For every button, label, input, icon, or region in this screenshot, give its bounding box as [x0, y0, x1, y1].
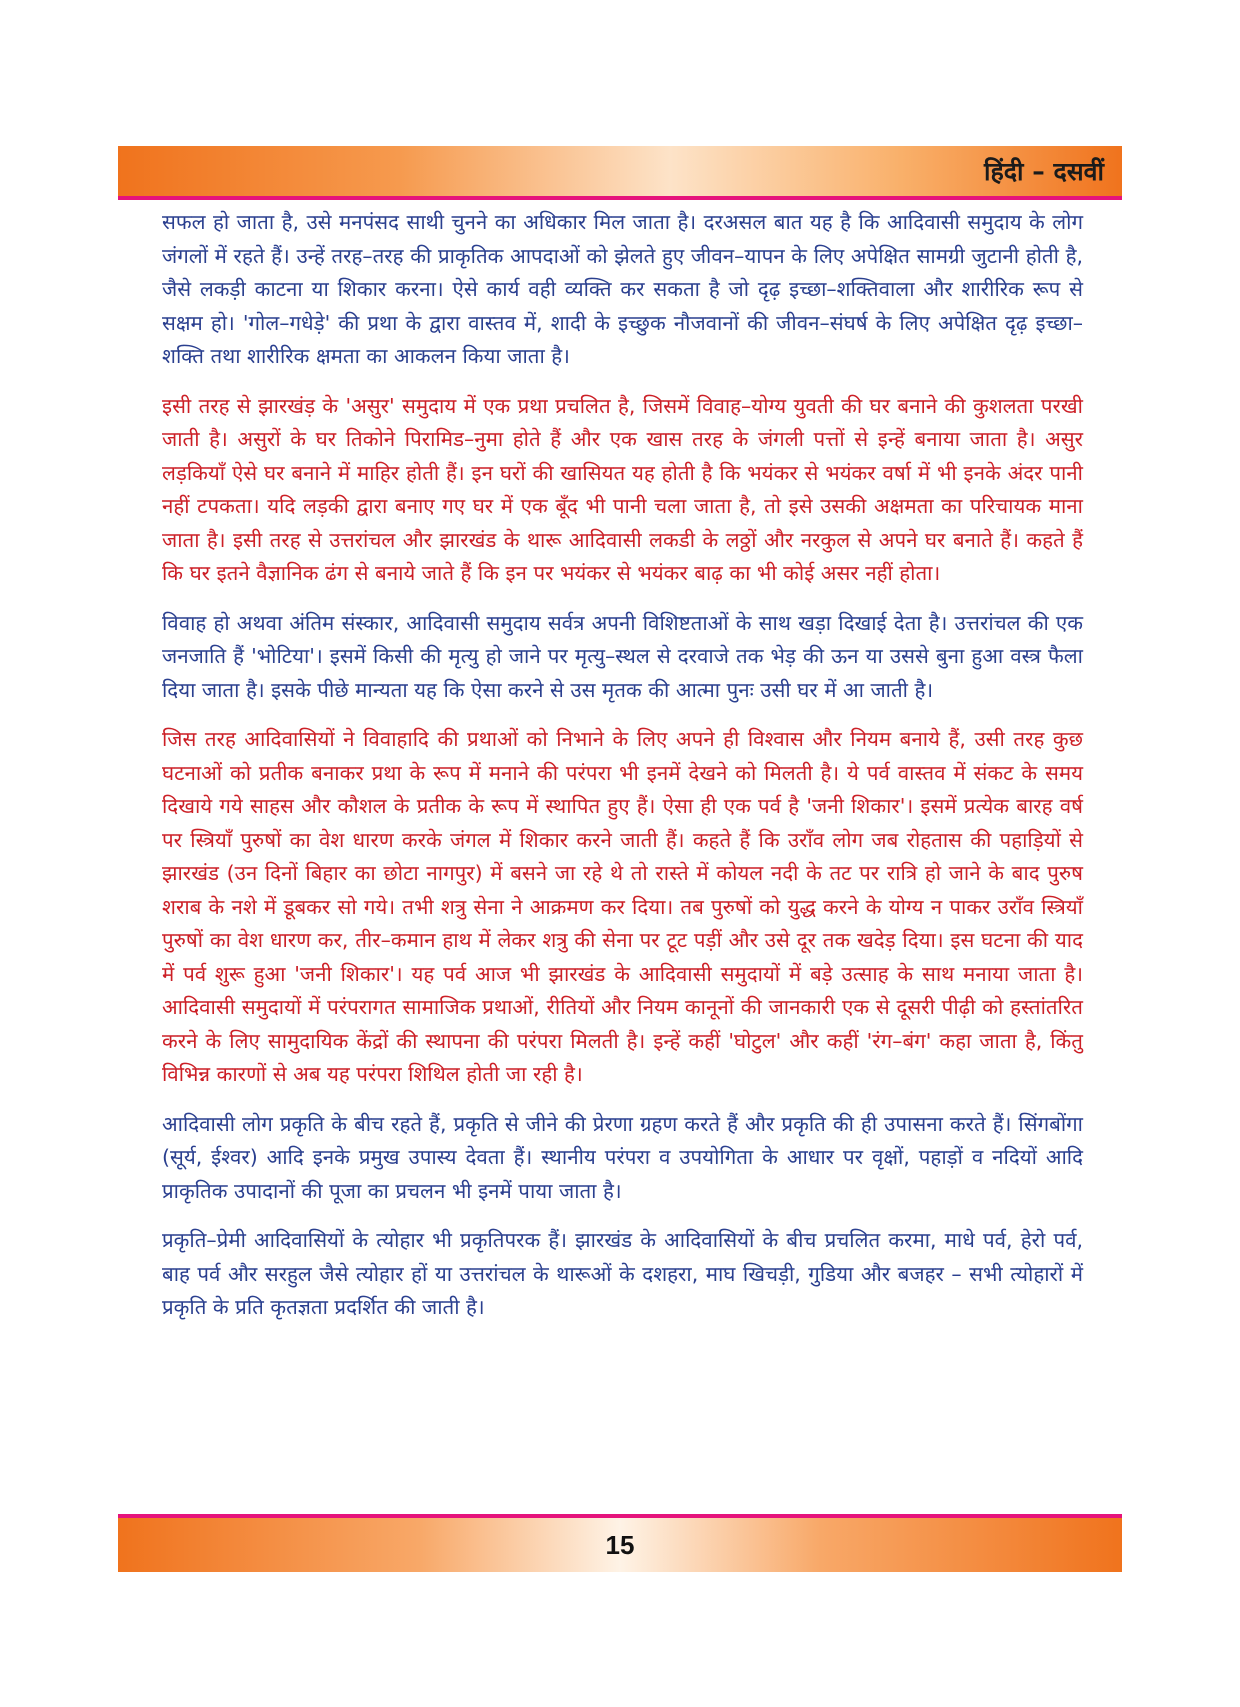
header-divider — [118, 196, 1122, 200]
paragraph-nature-worship: आदिवासी लोग प्रकृति के बीच रहते हैं, प्रकृति से जीने की प्रेरणा ग्रहण करते हैं और प्रकृति की ही उपासना करते हैं। सिंगबोंगा (सूर्य, ईश्वर) आदि इनके प्रमुख उपास्य देवता हैं। स्थानीय परंपरा व उपयोगिता के आधार पर वृक्षों, पहाड़ों व नदियों आदि प्राकृतिक उपादानों की पूजा का प्रचलन भी इनमें पाया जाता है। — [162, 1111, 1083, 1203]
page-number: 15 — [605, 1530, 635, 1560]
paragraph-bhotiya-custom: विवाह हो अथवा अंतिम संस्कार, आदिवासी समुदाय सर्वत्र अपनी विशिष्टताओं के साथ खड़ा दिखाई देता है। उत्तरांचल की एक जनजाति हैं 'भोटिया'। इसमें किसी की मृत्यु हो जाने पर मृत्यु–स्थल से दरवाजे तक भेड़ की ऊन या उससे बुना हुआ वस्त्र फैला दिया जाता है। इसके पीछे मान्यता यह कि ऐसा करने से उस मृतक की आत्मा पुनः उसी घर में आ जाती है। — [162, 610, 1083, 702]
header-banner — [118, 146, 1122, 196]
paragraph-jani-shikar: जिस तरह आदिवासियों ने विवाहादि की प्रथाओं को निभाने के लिए अपने ही विश्वास और नियम बनाये हैं, उसी तरह कुछ घटनाओं को प्रतीक बनाकर प्रथा के रूप में मनाने की परंपरा भी इनमें देखने को मिलती है। ये पर्व वास्तव में संकट के समय दिखाये गये साहस और कौशल के प्रतीक के रूप में स्थापित हुए हैं। ऐसा ही एक पर्व है 'जनी शिकार'। इसमें प्रत्येक बारह वर्ष पर स्त्रियाँ पुरुषों का वेश धारण करके जंगल में शिकार करने जाती हैं। कहते हैं कि उराँव लोग जब रोहतास की पहाड़ियों से झारखंड (उन दिनों बिहार का छोटा नागपुर) में बसने जा रहे थे तो रास्ते में कोयल नदी के तट पर रात्रि हो जाने के बाद पुरुष शराब के नशे में डूबकर सो गये। तभी शत्रु सेना ने आक्रमण कर दिया। तब पुरुषों को युद्ध करने के योग्य न पाकर उराँव स्त्रियाँ पुरुषों का वेश धारण कर, तीर–कमान हाथ में लेकर शत्रु की सेना पर टूट पड़ीं और उसे दूर तक खदेड़ दिया। इस घटना की याद में पर्व शुरू हुआ 'जनी शिकार'। यह पर्व आज भी झारखंड के आदिवासी समुदायों में बड़े उत्साह के साथ मनाया जाता है। आदिवासी समुदायों में परंपरागत सामाजिक प्रथाओं, रीतियों और नियम कानूनों की जानकारी एक से दूसरी पीढ़ी को हस्तांतरित करने के लिए सामुदायिक केंद्रों की स्थापना की परंपरा मिलती है। इन्हें कहीं 'घोटुल' और कहीं 'रंग–बंग' कहा जाता है, किंतु विभिन्न कारणों से अब यह परंपरा शिथिल होती जा रही है। — [162, 727, 1083, 1086]
paragraph-asur-custom: इसी तरह से झारखंड़ के 'असुर' समुदाय में एक प्रथा प्रचलित है, जिसमें विवाह–योग्य युवती की घर बनाने की कुशलता परखी जाती है। असुरों के घर तिकोने पिरामिड–नुमा होते हैं और एक खास तरह के जंगली पत्तों से इन्हें बनाया जाता है। असुर लड़कियाँ ऐसे घर बनाने में माहिर होती हैं। इन घरों की खासियत यह होती है कि भयंकर से भयंकर वर्षा में भी इनके अंदर पानी नहीं टपकता। यदि लड़की द्वारा बनाए गए घर में एक बूँद भी पानी चला जाता है, तो इसे उसकी अक्षमता का परिचायक माना जाता है। इसी तरह से उत्तरांचल और झारखंड के थारू आदिवासी लकडी के लठ्ठों और नरकुल से अपने घर बनाते हैं। कहते हैं कि घर इतने वैज्ञानिक ढंग से बनाये जाते हैं कि इन पर भयंकर से भयंकर बाढ़ का भी कोई असर नहीं होता। — [162, 393, 1083, 585]
page-body — [162, 206, 1083, 1341]
footer-banner — [118, 1518, 1122, 1572]
book-title: हिंदी – दसवीं — [984, 157, 1104, 186]
paragraph-gol-gadhede: सफल हो जाता है, उसे मनपंसद साथी चुनने का अधिकार मिल जाता है। दरअसल बात यह है कि आदिवासी समुदाय के लोग जंगलों में रहते हैं। उन्हें तरह–तरह की प्राकृतिक आपदाओं को झेलते हुए जीवन–यापन के लिए अपेक्षित सामग्री जुटानी होती है, जैसे लकड़ी काटना या शिकार करना। ऐसे कार्य वही व्यक्ति कर सकता है जो दृढ़ इच्छा–शक्तिवाला और शारीरिक रूप से सक्षम हो। 'गोल–गधेड़े' की प्रथा के द्वारा वास्तव में, शादी के इच्छुक नौजवानों की जीवन–संघर्ष के लिए अपेक्षित दृढ़ इच्छा–शक्ति तथा शारीरिक क्षमता का आकलन किया जाता है। — [162, 210, 1083, 368]
paragraph-festivals: प्रकृति–प्रेमी आदिवासियों के त्योहार भी प्रकृतिपरक हैं। झारखंड के आदिवासियों के बीच प्रचलित करमा, माधे पर्व, हेरो पर्व, बाह पर्व और सरहुल जैसे त्योहार हों या उत्तरांचल के थारूओं के दशहरा, माघ खिचड़ी, गुडिया और बजहर – सभी त्योहारों में प्रकृति के प्रति कृतज्ञता प्रदर्शित की जाती है। — [162, 1228, 1083, 1319]
